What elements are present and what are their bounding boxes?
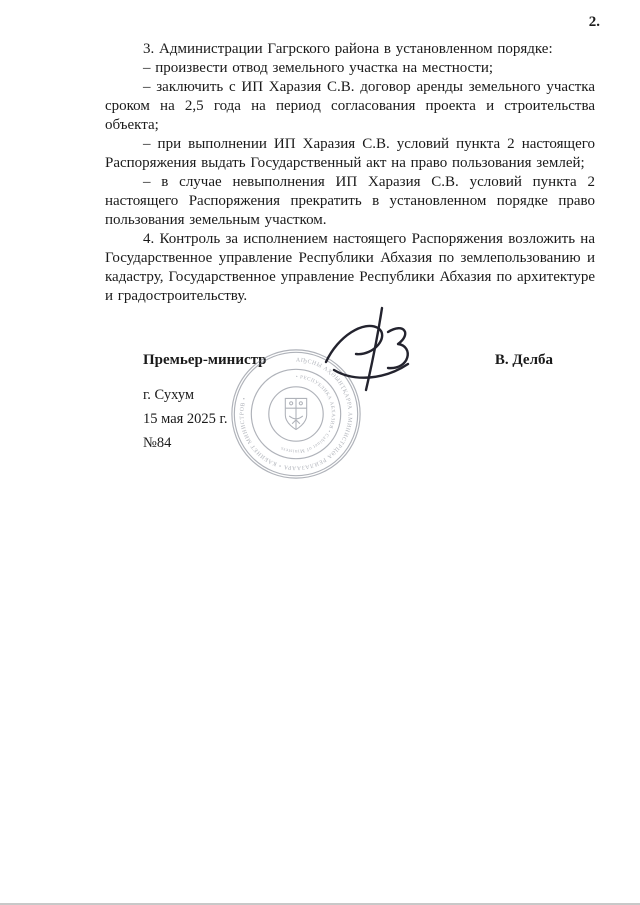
seal-inner-text: • РЕСПУБЛИКА АБХАЗИЯ • Cabinet of Ministers <box>279 374 336 454</box>
document-body <box>0 0 640 306</box>
signer-name: В. Делба <box>494 352 553 368</box>
signature-strokes <box>326 308 408 390</box>
number-line: №84 <box>143 435 172 451</box>
handwritten-signature <box>316 302 426 402</box>
seal-outer-text: АҦСНЫ АҲӘЫНҬҚАРРА АМИНИСТРЦӘА РЕИЛАЗААРА • КАБИНЕТ МИНИСТРОВ • <box>239 357 353 471</box>
page-number: 2. <box>588 14 600 30</box>
paragraph-subitem-1: – произвести отвод земельного участка на местности; <box>143 60 494 76</box>
paragraph-subitem-3: – при выполнении ИП Харазия С.В. условий пункта 2 настоящего Распоряжения выдать Государственный акт на право пользования землей; <box>105 136 595 171</box>
coat-of-arms-emblem <box>285 398 306 429</box>
paragraph-item-3: 3. Администрации Гагрского района в установленном порядке: <box>143 41 553 57</box>
paragraph-item-4: 4. Контроль за исполнением настоящего Распоряжения возложить на Государственное управление Республики Абхазия по землепользованию и кадастру, Государственное управление Республики Абхазия по архитектуре и градостроительству. <box>105 231 595 304</box>
place-line: г. Сухум <box>143 387 195 403</box>
paragraph-subitem-4: – в случае невыполнения ИП Харазия С.В. условий пункта 2 настоящего Распоряжения прекратить в установленном порядке право пользования земельным участком. <box>105 174 595 228</box>
paragraph-subitem-2: – заключить с ИП Харазия С.В. договор аренды земельного участка сроком на 2,5 года на период согласования проекта и строительства объекта; <box>105 79 595 133</box>
signer-title: Премьер-министр <box>143 352 267 368</box>
date-line: 15 мая 2025 г. <box>143 411 228 427</box>
